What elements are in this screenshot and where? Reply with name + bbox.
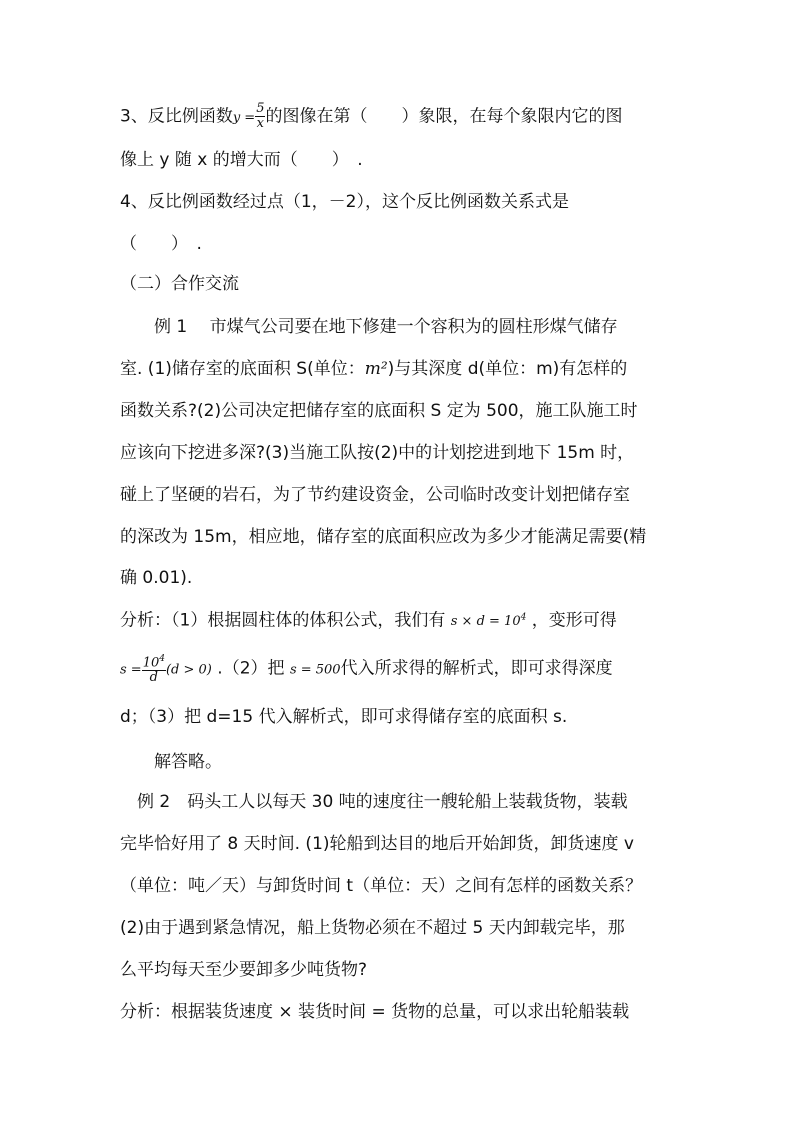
formula-fraction	[142, 652, 166, 685]
question-3-suffix: 的图像在第（ ）象限，在每个象限内它的图	[265, 106, 623, 127]
analysis-1-text-c: .（2）把	[217, 658, 285, 679]
question-3-fraction	[255, 102, 265, 131]
example-2-line-1: 例 2 码头工人以每天 30 吨的速度往一艘轮船上装载货物，装载	[120, 792, 628, 812]
example-1-line-2-start: 室. (1)储存室的底面积 S(单位：	[120, 359, 365, 379]
formula-fraction-numerator	[142, 652, 166, 671]
question-3-formula-lhs: y =	[232, 110, 256, 126]
formula-fraction-denominator: d	[149, 670, 158, 686]
example-1-line-4: 应该向下挖进多深?(3)当施工队按(2)中的计划挖进到地下 15m 时，	[120, 443, 635, 463]
example-1-line-6: 的深改为 15m，相应地，储存室的底面积应改为多少才能满足需要(精	[120, 527, 647, 547]
question-3-fraction-numerator: 5	[256, 101, 265, 116]
section-heading: （二）合作交流	[120, 274, 239, 294]
question-4-line-2: （ ） .	[120, 234, 202, 254]
question-3-line-1	[120, 102, 622, 131]
question-4-line-1: 4、反比例函数经过点（1，－2），这个反比例函数关系式是	[120, 192, 569, 212]
analysis-1-line-1	[120, 606, 617, 634]
formula-1-base: s × d = 10	[450, 614, 521, 630]
formula-1-exponent: 4	[520, 613, 527, 623]
analysis-1-formula-2: s = 500	[289, 662, 341, 678]
question-3-line-2: 像上 y 随 x 的增大而（ ） .	[120, 150, 363, 170]
example-2-line-5: 么平均每天至少要卸多少吨货物?	[120, 960, 368, 980]
analysis-1-formula-1	[451, 614, 527, 629]
example-1-line-2-tail: )与其深度 d(单位：m)有怎样的	[387, 359, 628, 379]
analysis-1-line-3: d；（3）把 d=15 代入解析式，即可求得储存室的底面积 s.	[120, 707, 568, 727]
analysis-1-text-b: ，变形可得	[531, 610, 617, 631]
formula-condition: (d > 0)	[165, 662, 212, 678]
analysis-1-text-d: 代入所求得的解析式，即可求得深度	[340, 658, 613, 679]
analysis-1-text-a: 分析：（1）根据圆柱体的体积公式，我们有	[120, 610, 446, 631]
example-1-line-1: 例 1 市煤气公司要在地下修建一个容积为的圆柱形煤气储存	[120, 317, 618, 337]
answer-omitted: 解答略。	[120, 752, 222, 772]
question-3-prefix: 3、反比例函数	[120, 106, 233, 127]
formula-fraction-lhs: s =	[120, 662, 142, 678]
analysis-1-line-2	[120, 652, 613, 685]
example-1-line-2	[120, 357, 627, 381]
question-3-fraction-denominator: x	[256, 116, 265, 131]
example-2-line-3: （单位：吨／天）与卸货时间 t（单位：天）之间有怎样的函数关系？	[120, 876, 643, 896]
example-1-line-7: 确 0.01).	[120, 568, 193, 588]
fraction-num-exponent: 4	[159, 654, 165, 664]
fraction-num-base: 10	[142, 655, 160, 671]
example-1-line-5: 碰上了坚硬的岩石，为了节约建设资金，公司临时改变计划把储存室	[120, 485, 630, 505]
example-1-line-3: 函数关系?(2)公司决定把储存室的底面积 S 定为 500，施工队施工时	[120, 401, 638, 421]
unit-square-meter: m²	[364, 359, 388, 379]
example-2-line-2: 完毕恰好用了 8 天时间. (1)轮船到达目的地后开始卸货，卸货速度 v	[120, 834, 634, 854]
example-2-line-4: (2)由于遇到紧急情况，船上货物必须在不超过 5 天内卸载完毕，那	[120, 918, 625, 938]
analysis-2-line-1: 分析：根据装货速度 × 装货时间 = 货物的总量，可以求出轮船装载	[120, 1002, 630, 1022]
